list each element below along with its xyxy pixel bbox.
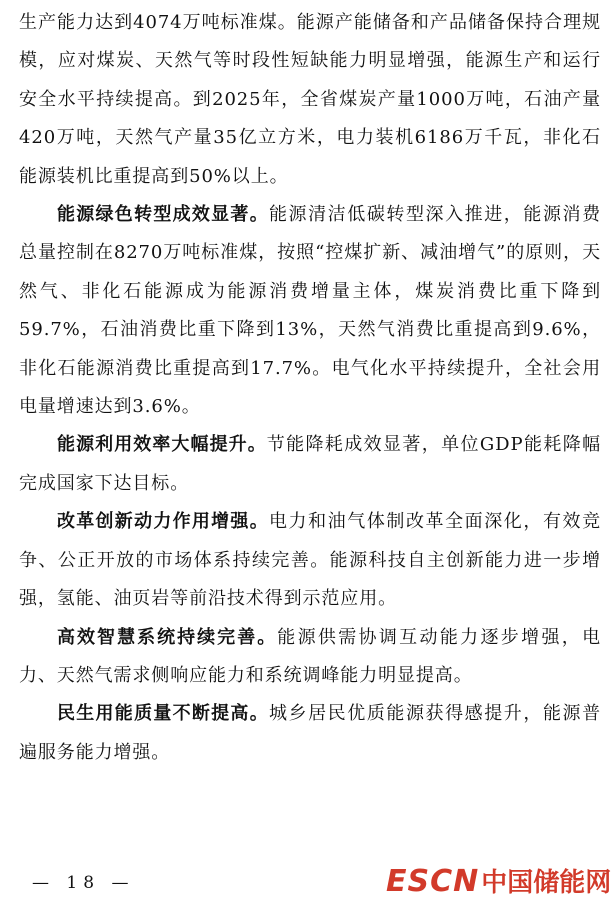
escn-watermark-logo [386, 862, 611, 899]
watermark-chinese: 中国储能网 [481, 868, 612, 898]
document-body [19, 4, 601, 772]
section-body: 能源清洁低碳转型深入推进，能源消费总量控制在8270万吨标准煤，按照“控煤扩新、减油增气”的原则，天然气、非化石能源成为能源消费增量主体，煤炭消费比重下降到59.7%，石油消费比重下降到13%，天然气消费比重提高到9.6%，非化石能源消费比重提高到17.7%。电气化水平持续提升，全社会用电量增速达到3.6%。 [19, 204, 601, 418]
section-lead: 能源绿色转型成效显著。 [57, 204, 269, 226]
section-paragraph-smart-system [19, 619, 601, 696]
section-lead: 改革创新动力作用增强。 [57, 511, 269, 533]
section-body: 城乡居民优质能源获得感提升，能源普遍服务能力增强。 [19, 703, 601, 763]
section-lead: 能源利用效率大幅提升。 [57, 434, 267, 456]
section-paragraph-green-transition [19, 196, 601, 426]
section-lead: 高效智慧系统持续完善。 [57, 626, 278, 648]
section-body: 能源供需协调互动能力逐步增强，电力、天然气需求侧响应能力和系统调峰能力明显提高。 [19, 626, 601, 686]
section-body: 节能降耗成效显著，单位GDP能耗降幅完成国家下达目标。 [19, 434, 601, 494]
section-paragraph-efficiency [19, 426, 601, 503]
page-number: — 18 — [32, 873, 135, 893]
section-body: 电力和油气体制改革全面深化，有效竞争、公正开放的市场体系持续完善。能源科技自主创新能力进一步增强，氢能、油页岩等前沿技术得到示范应用。 [19, 511, 601, 610]
intro-paragraph: 生产能力达到4074万吨标准煤。能源产能储备和产品储备保持合理规模，应对煤炭、天然气等时段性短缺能力明显增强，能源生产和运行安全水平持续提高。到2025年，全省煤炭产量1000万吨，石油产量420万吨，天然气产量35亿立方米，电力装机6186万千瓦，非化石能源装机比重提高到50%以上。 [19, 12, 601, 187]
section-paragraph-reform [19, 503, 601, 618]
section-paragraph-livelihood [19, 695, 601, 772]
section-lead: 民生用能质量不断提高。 [57, 703, 269, 725]
watermark-latin: ESCN [386, 864, 480, 899]
